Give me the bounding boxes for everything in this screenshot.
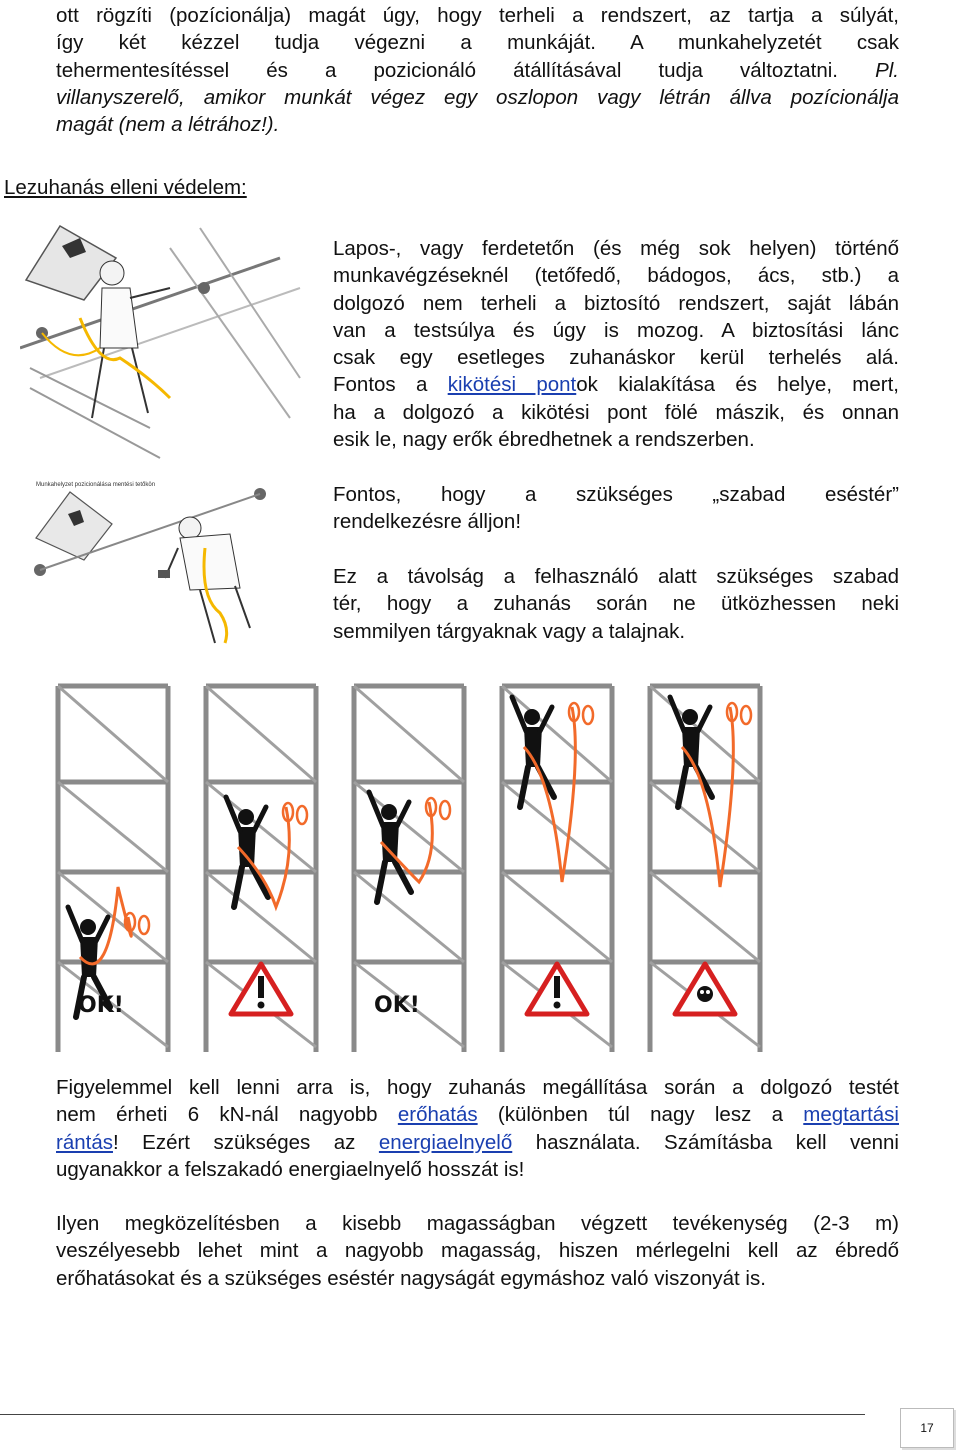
force-link[interactable]: erőhatás (397, 1103, 478, 1127)
side-line: semmilyen tárgyaknak vagy a talajnak. (333, 619, 686, 643)
ok-label: OK! (374, 993, 420, 1018)
side-line: esik le, nagy erők ébredhetnek a rendszerben. (333, 428, 755, 452)
intro-paragraph (56, 2, 899, 138)
intro-line: magát (nem a létrához!). (56, 113, 280, 137)
conclusion-line: veszélyesebb lehet mint a nagyobb magasság, hiszen mérlegelni kell az ébredő (56, 1239, 899, 1263)
exclamation-icon (258, 976, 264, 998)
side-text-p3 (333, 563, 899, 645)
intro-line: így két kézzel tudja végezni a munkáját. A munkahelyzetét csak (56, 31, 899, 55)
illustration-caption: Munkahelyzet pozicionálása mentési tetőkön (36, 482, 156, 488)
side-line: munkavégzéseknél (tetőfedő, bádogos, ács, stb.) a (333, 264, 899, 288)
scaffold-panel (502, 686, 612, 1052)
scaffold-panel (354, 686, 464, 1052)
conclusion-line: Ilyen megközelítésben a kisebb magasságban végzett tevékenység (2-3 m) (56, 1212, 899, 1235)
exclamation-icon (554, 976, 560, 998)
section-heading: Lezuhanás elleni védelem: (4, 176, 247, 199)
side-line: Fontos, hogy a szükséges „szabad eséstér” (333, 483, 899, 506)
energy-line: nem érheti 6 kN-nál nagyobb erőhatás (különben túl nagy lesz a megtartási (56, 1103, 899, 1127)
intro-line: tehermentesítéssel és a pozicionáló átállításával tudja változtatni. Pl. (56, 58, 899, 82)
side-line: tér, hogy a zuhanás során ne ütközhessen neki (333, 592, 899, 616)
side-text-p1 (333, 235, 899, 453)
arrest-jerk-link[interactable]: megtartási (803, 1103, 899, 1127)
side-line: rendelkezésre álljon! (333, 510, 522, 534)
arrest-jerk-link-cont[interactable]: rántás (56, 1130, 113, 1154)
page-number: 17 (900, 1408, 954, 1448)
roof-worker-illustration (20, 218, 310, 468)
intro-line: ott rögzíti (pozícionálja) magát úgy, hogy terheli a rendszert, az tartja a súlyát, (56, 4, 899, 27)
conclusion-line: erőhatásokat és a szükséges eséstér nagyságát egymáshoz való viszonyát is. (56, 1266, 766, 1290)
energy-line: Figyelemmel kell lenni arra is, hogy zuhanás megállítása során a dolgozó testét (56, 1076, 899, 1099)
scaffold-panel (58, 686, 168, 1052)
footer-rule (0, 1414, 865, 1415)
energy-paragraph (56, 1074, 899, 1183)
side-line: van a testsúlya és úgy is mozog. A biztosítási lánc (333, 318, 899, 342)
scaffold-panel (650, 686, 760, 1052)
scaffold-fall-illustration (40, 672, 920, 1057)
energy-line: rántás! Ezért szükséges az energiaelnyelő használata. Számításba kell venni (56, 1130, 899, 1154)
side-line: Fontos a kikötési pontok kialakítása és helye, mert, (333, 373, 899, 397)
side-text-p2 (333, 481, 899, 536)
skull-icon (697, 986, 713, 1002)
roof-anchor-illustration (30, 478, 280, 653)
side-line: csak egy esetleges zuhanáskor kerül terhelés alá. (333, 346, 899, 370)
side-line: Lapos-, vagy ferdetetőn (és még sok helyen) történő (333, 237, 899, 260)
conclusion-paragraph (56, 1210, 899, 1292)
ok-label: OK! (78, 993, 124, 1018)
energy-line: ugyanakkor a felszakadó energiaelnyelő hosszát is! (56, 1157, 525, 1181)
anchor-point-link[interactable]: kikötési pont (447, 373, 577, 397)
side-line: dolgozó nem terheli a biztosító rendszert, saját lábán (333, 291, 899, 315)
energy-absorber-link[interactable]: energiaelnyelő (378, 1130, 513, 1154)
intro-line: villanyszerelő, amikor munkát végez egy oszlopon vagy létrán állva pozícionálja (56, 85, 899, 109)
scaffold-panel (206, 686, 316, 1052)
side-line: ha a dolgozó a kikötési pont fölé mászik, és onnan (333, 400, 899, 424)
side-line: Ez a távolság a felhasználó alatt szükséges szabad (333, 565, 899, 588)
